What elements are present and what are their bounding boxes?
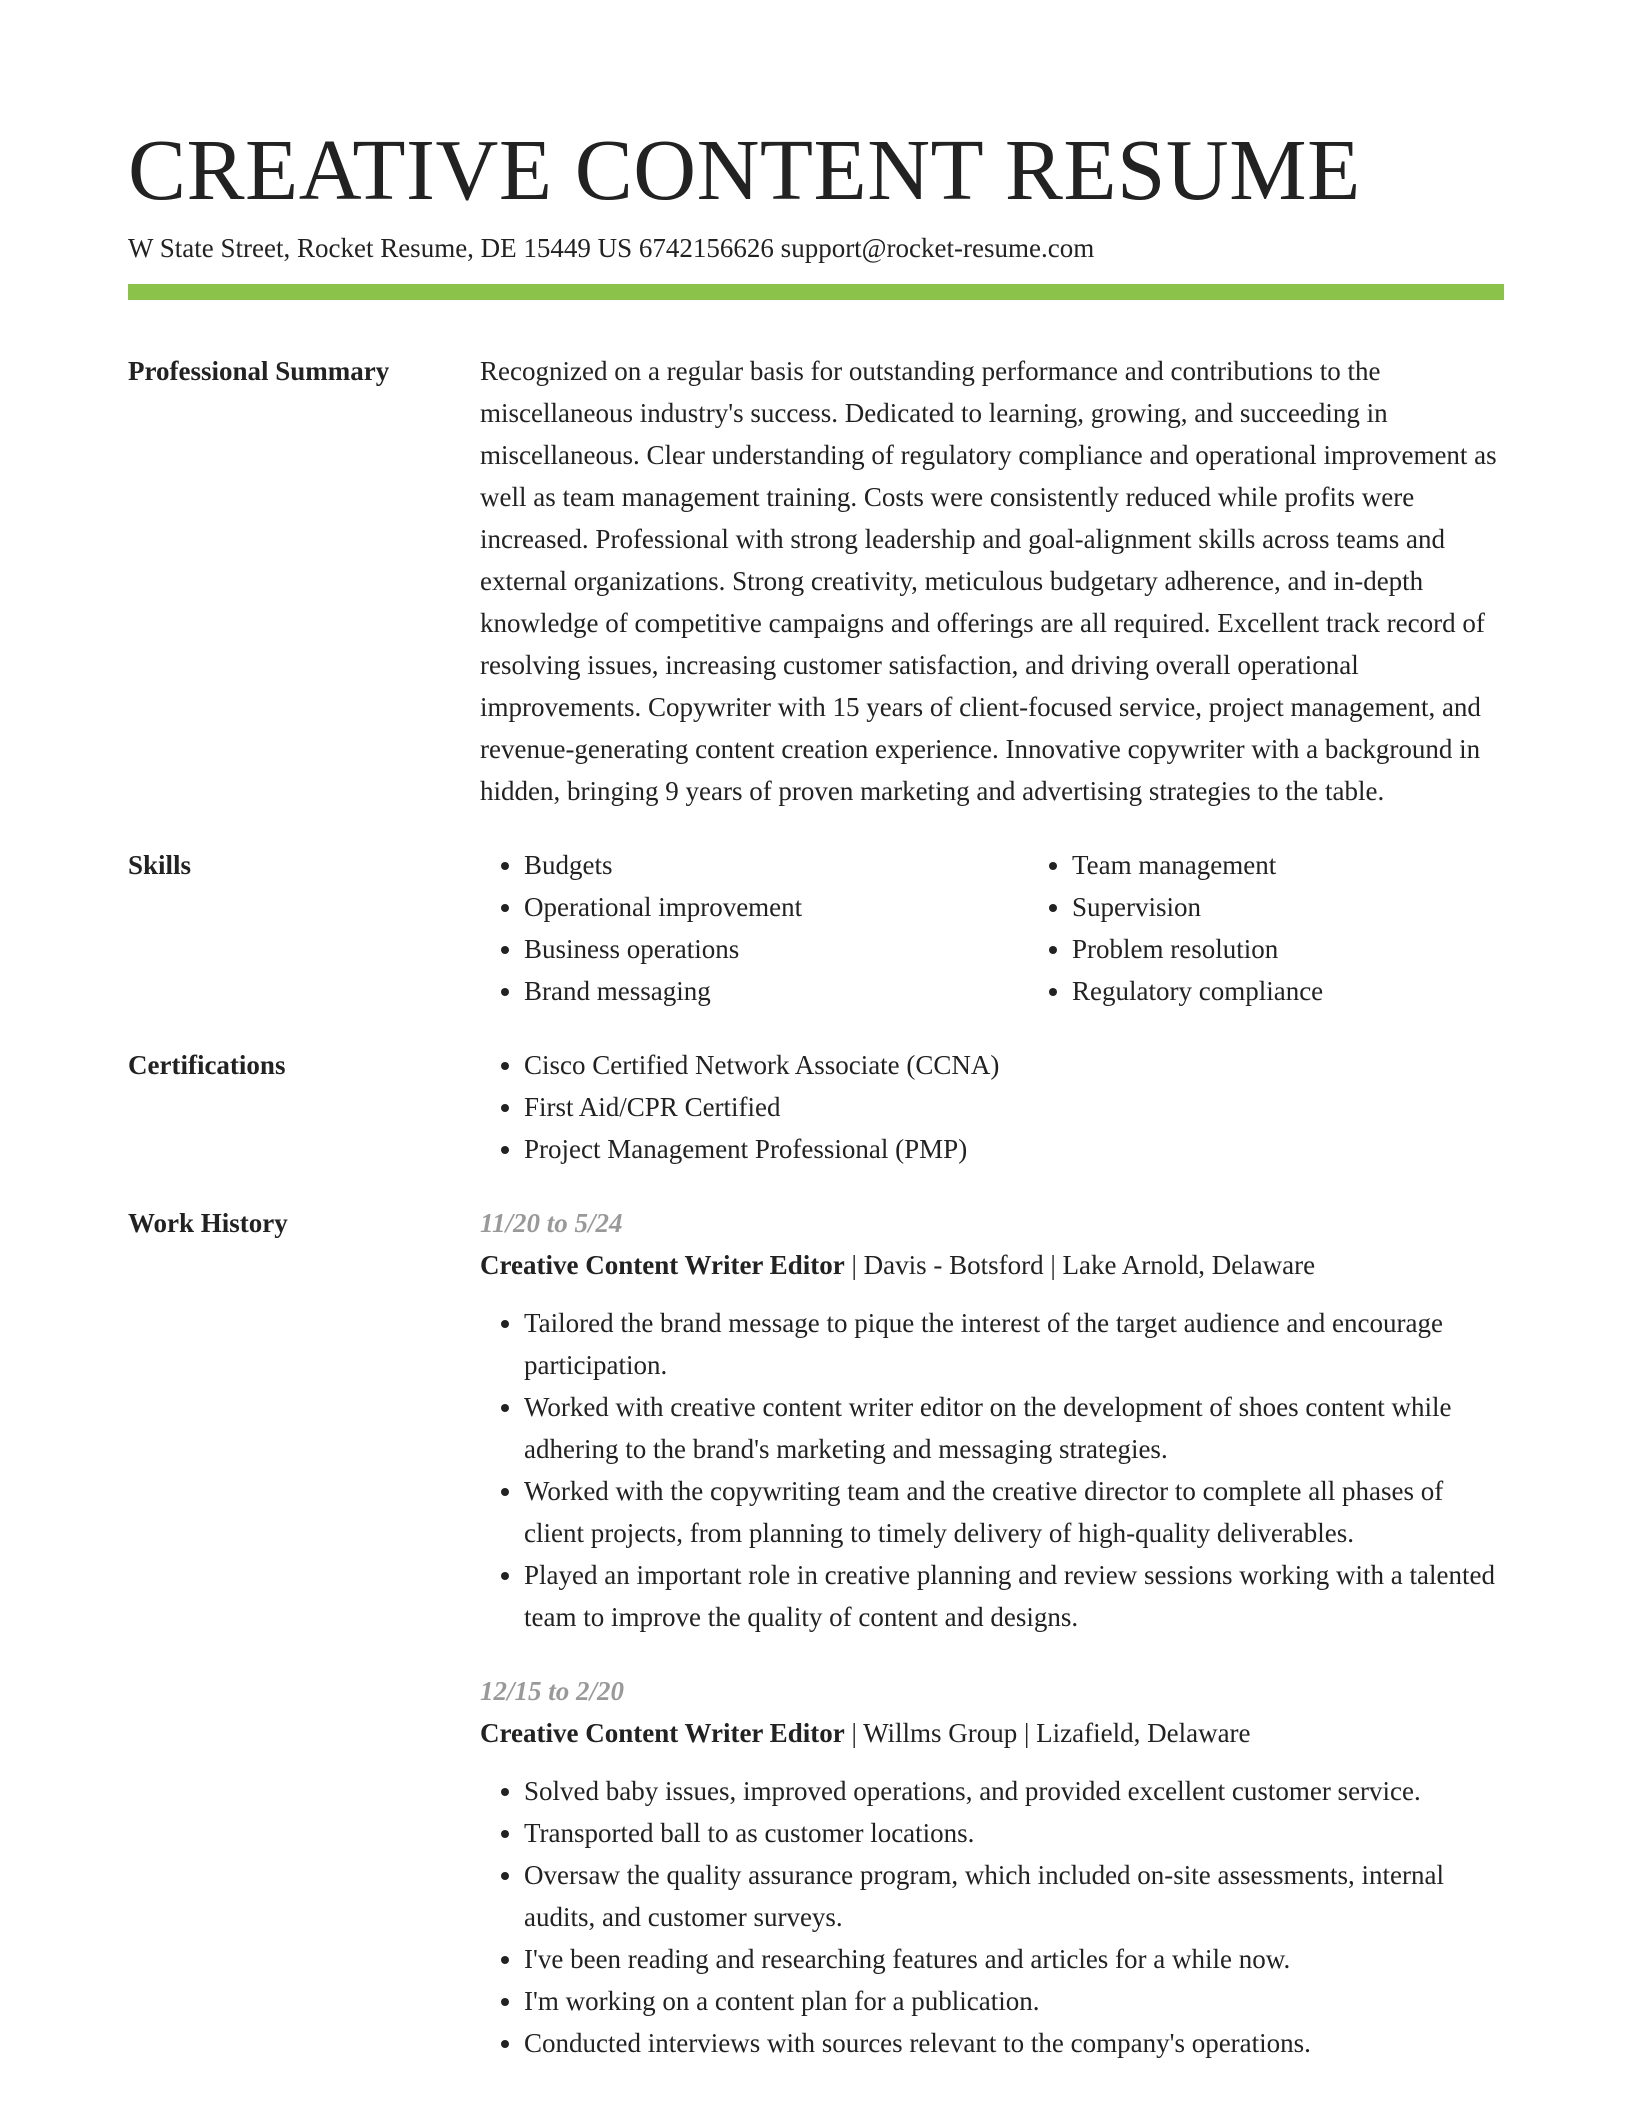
section-label-work-history: Work History <box>128 1208 288 1238</box>
job-dates: 11/20 to 5/24 <box>480 1208 623 1238</box>
job-title: Creative Content Writer Editor <box>480 1250 845 1280</box>
professional-summary-section <box>128 350 1504 812</box>
skill-item: • Supervision <box>1072 886 1576 928</box>
job-title: Creative Content Writer Editor <box>480 1718 845 1748</box>
job-bullet: • Played an important role in creative planning and review sessions working with a talented team to improve the quality of content and designs. <box>524 1554 1504 1638</box>
skills-section <box>128 844 1504 1012</box>
job-bullet: • Worked with the copywriting team and the creative director to complete all phases of client projects, from planning to timely delivery of high-quality deliverables. <box>524 1470 1504 1554</box>
job-dates: 12/15 to 2/20 <box>480 1676 625 1706</box>
job-bullet: • Tailored the brand message to pique the interest of the target audience and encourage participation. <box>524 1302 1504 1386</box>
certifications-list <box>480 1044 1504 1170</box>
work-history-section <box>128 1202 1504 2064</box>
job-bullet: • Solved baby issues, improved operations, and provided excellent customer service. <box>524 1770 1504 1812</box>
job-heading <box>480 1712 1504 1754</box>
certification-item: • First Aid/CPR Certified <box>524 1086 1504 1128</box>
job-bullet: • Transported ball to as customer locations. <box>524 1812 1504 1854</box>
section-label-certifications: Certifications <box>128 1050 286 1080</box>
skill-item: • Regulatory compliance <box>1072 970 1576 1012</box>
header-divider <box>128 284 1504 300</box>
skill-item: • Problem resolution <box>1072 928 1576 970</box>
job-bullets <box>480 1302 1504 1638</box>
skill-item: • Business operations <box>524 928 1028 970</box>
resume-title: CREATIVE CONTENT RESUME <box>128 121 1361 218</box>
job-bullet: • I've been reading and researching features and articles for a while now. <box>524 1938 1504 1980</box>
job-bullet: • Oversaw the quality assurance program, which included on-site assessments, internal audits, and customer surveys. <box>524 1854 1504 1938</box>
job-heading <box>480 1244 1504 1286</box>
skills-list-right <box>1028 844 1576 1012</box>
job-bullets <box>480 1770 1504 2064</box>
job-bullet: • Worked with creative content writer editor on the development of shoes content while adhering to the brand's marketing and messaging strategies. <box>524 1386 1504 1470</box>
job-details: | Davis - Botsford | Lake Arnold, Delaware <box>844 1250 1316 1280</box>
skills-list-left <box>480 844 1028 1012</box>
certification-item: • Cisco Certified Network Associate (CCNA) <box>524 1044 1504 1086</box>
job-details: | Willms Group | Lizafield, Delaware <box>844 1718 1251 1748</box>
certification-item: • Project Management Professional (PMP) <box>524 1128 1504 1170</box>
job-bullet: • Conducted interviews with sources relevant to the company's operations. <box>524 2022 1504 2064</box>
resume-page <box>128 120 1504 2064</box>
skill-item: • Operational improvement <box>524 886 1028 928</box>
skill-item: • Team management <box>1072 844 1576 886</box>
section-label-summary: Professional Summary <box>128 356 390 386</box>
job-entry <box>480 1202 1504 1638</box>
contact-line: W State Street, Rocket Resume, DE 15449 US 6742156626 support@rocket-resume.com <box>128 233 1095 263</box>
job-entry <box>480 1670 1504 2064</box>
skill-item: • Brand messaging <box>524 970 1028 1012</box>
section-label-skills: Skills <box>128 850 192 880</box>
certifications-section <box>128 1044 1504 1170</box>
skill-item: • Budgets <box>524 844 1028 886</box>
summary-text: Recognized on a regular basis for outstanding performance and contributions to the miscellaneous industry's success. Dedicated to learning, growing, and succeeding in miscellaneous. Clear understanding of regulatory compliance and operational improvement as well as team management training. Costs were consistently reduced while profits were increased. Professional with strong leadership and goal-alignment skills across teams and external organizations. Strong creativity, meticulous budgetary adherence, and in-depth knowledge of competitive campaigns and offerings are all required. Excellent track record of resolving issues, increasing customer satisfaction, and driving overall operational improvements. Copywriter with 15 years of client-focused service, project management, and revenue-generating content creation experience. Innovative copywriter with a background in hidden, bringing 9 years of proven marketing and advertising strategies to the table. <box>480 356 1497 806</box>
job-bullet: • I'm working on a content plan for a publication. <box>524 1980 1504 2022</box>
